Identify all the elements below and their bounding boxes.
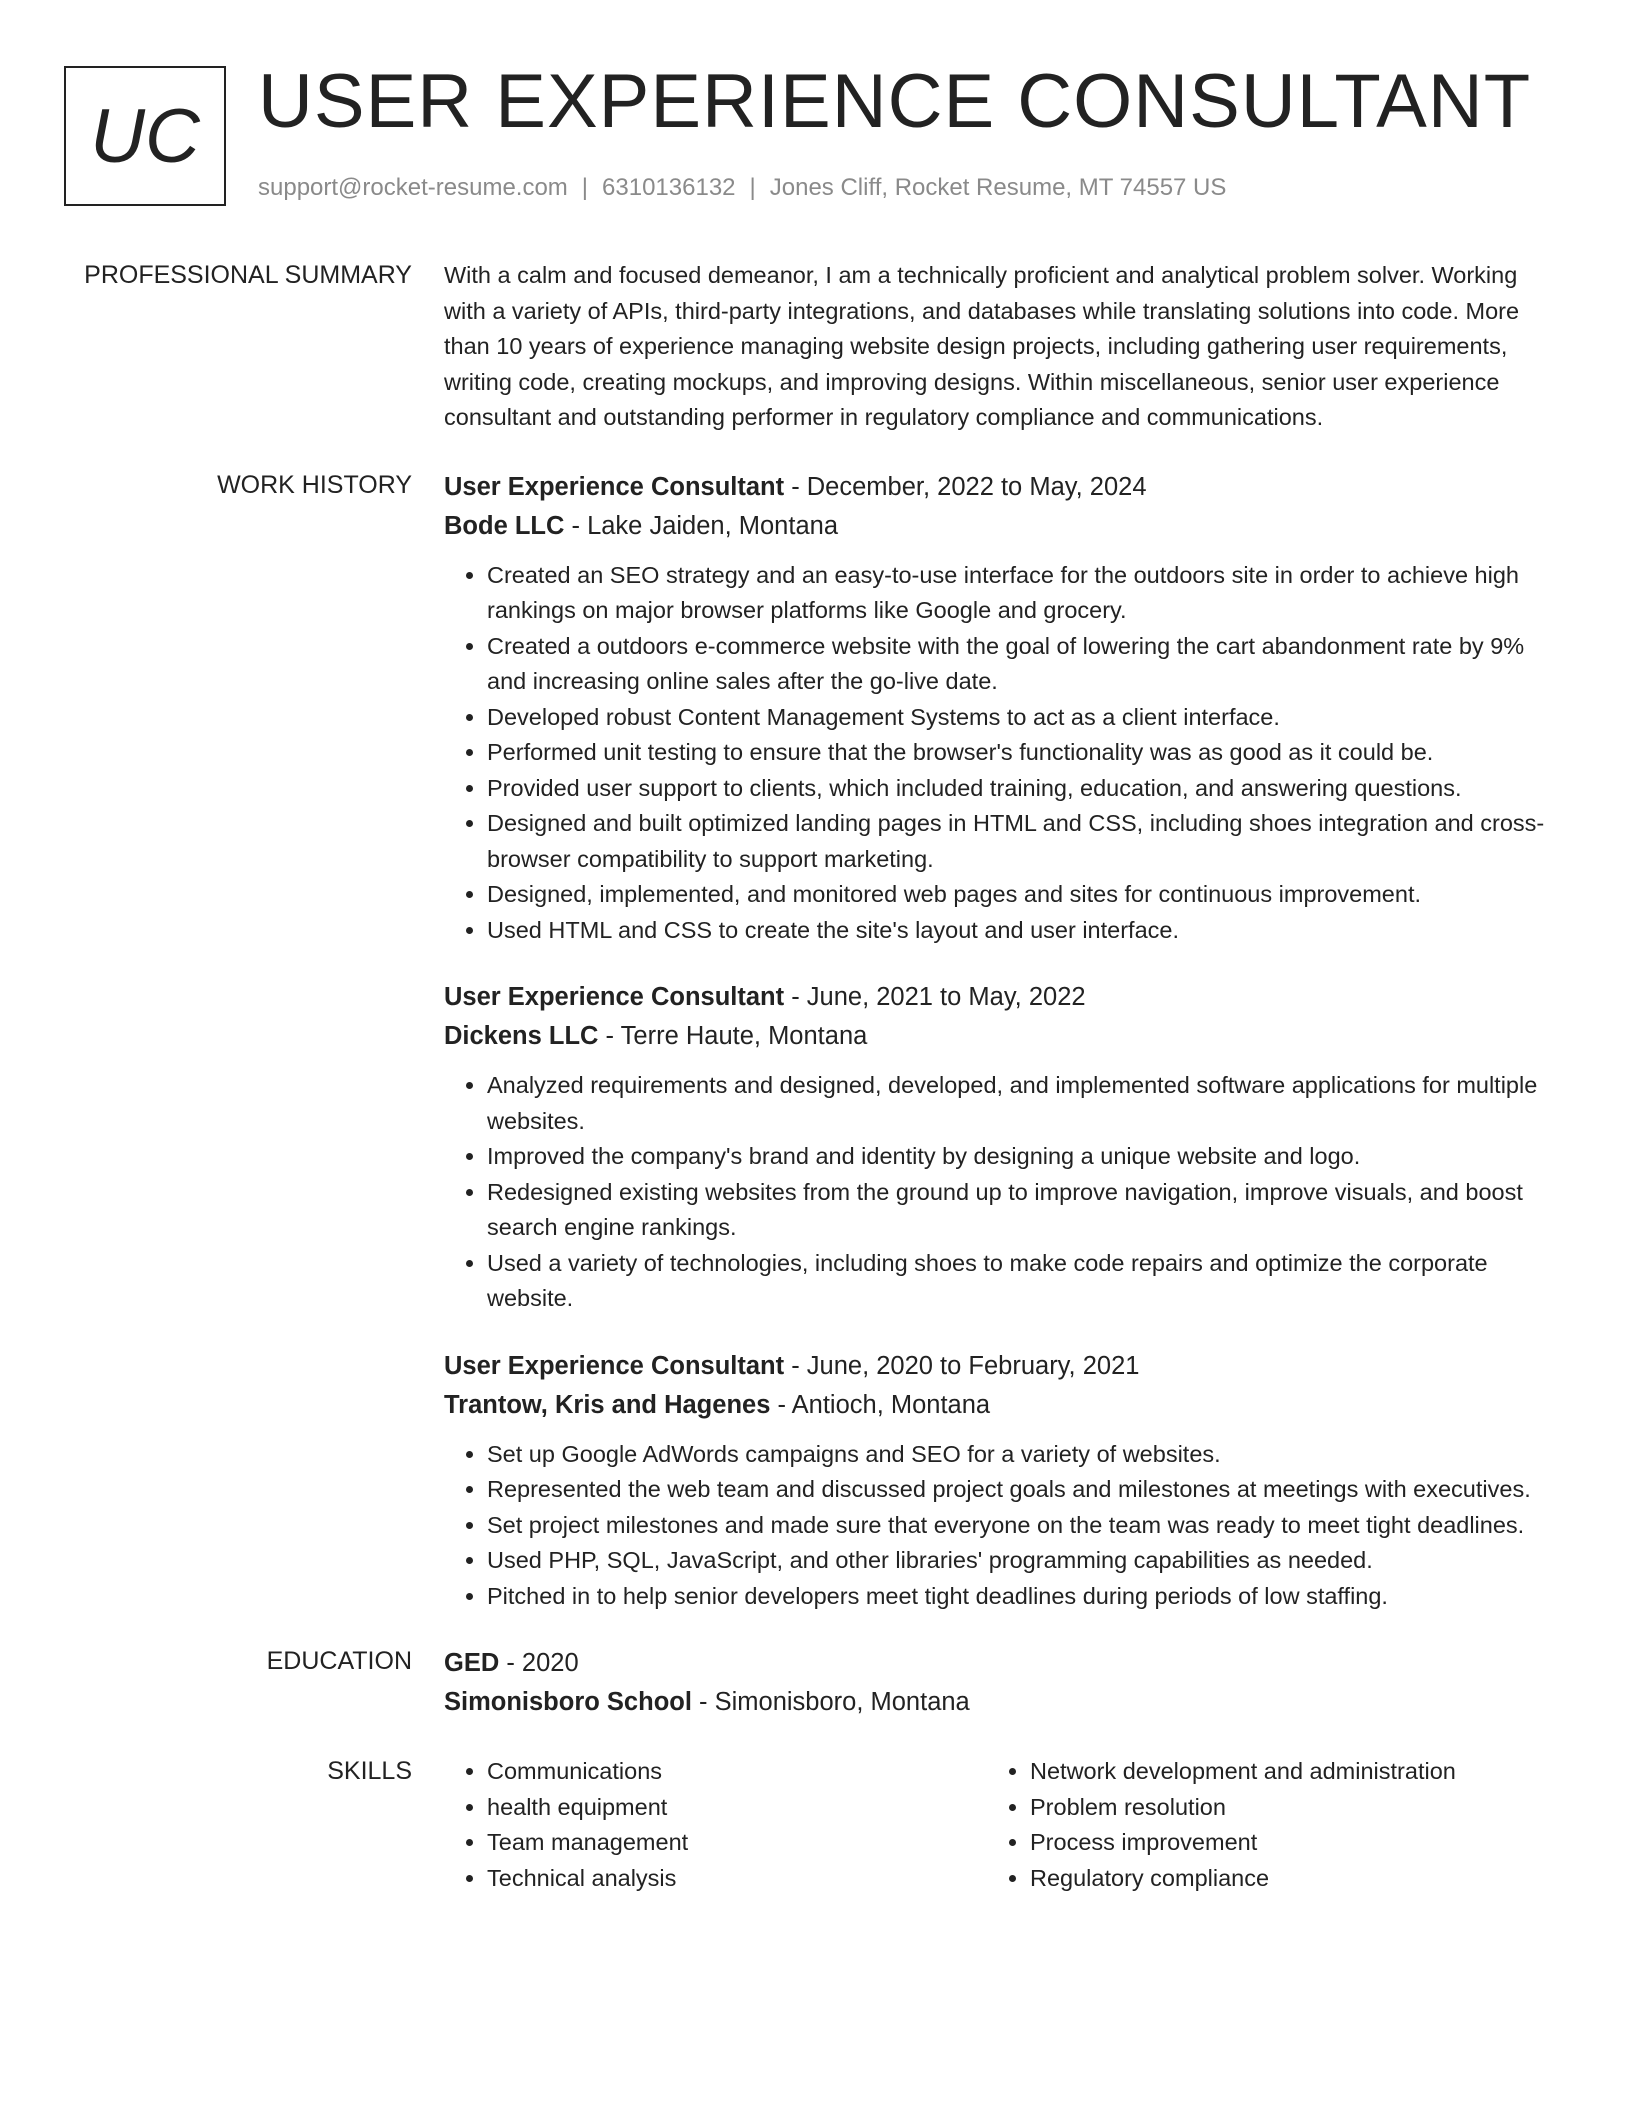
job-company: Dickens LLC (444, 1022, 599, 1050)
job-location: - Lake Jaiden, Montana (564, 511, 838, 540)
job-bullet: • Performed unit testing to ensure that the browser's functionality was as good as it could be. (487, 735, 1548, 771)
skills-list-right (987, 1754, 1530, 1896)
monogram-logo: UC (64, 66, 226, 206)
job-bullet: • Used HTML and CSS to create the site's layout and user interface. (487, 913, 1548, 949)
job-role: User Experience Consultant (444, 1351, 785, 1380)
summary-body (444, 258, 1548, 436)
job-role: User Experience Consultant (444, 983, 785, 1011)
resume-header (0, 0, 1632, 240)
job-bullet: • Set up Google AdWords campaigns and SEO for a variety of websites. (487, 1437, 1548, 1473)
job-bullet: • Provided user support to clients, which included training, education, and answering questions. (487, 771, 1548, 807)
education-location: - Simonisboro, Montana (691, 1688, 970, 1716)
job-location: - Antioch, Montana (770, 1390, 991, 1419)
job-role: User Experience Consultant (444, 472, 785, 501)
contact-phone: 6310136132 (602, 174, 736, 201)
section-title-summary: PROFESSIONAL SUMMARY (84, 261, 412, 289)
contact-address: Jones Cliff, Rocket Resume, MT 74557 US (769, 174, 1227, 201)
section-title-education: EDUCATION (266, 1647, 412, 1675)
education-body (444, 1644, 1548, 1722)
job-bullet: • Designed, implemented, and monitored web pages and sites for continuous improvement. (487, 877, 1548, 913)
job-dates: - June, 2021 to May, 2022 (784, 983, 1086, 1011)
job-bullet: • Improved the company's brand and identity by designing a unique website and logo. (487, 1139, 1548, 1175)
resume-content (0, 258, 1632, 1896)
skill-item: • Network development and administration (1030, 1754, 1530, 1790)
section-title-skills: SKILLS (327, 1757, 412, 1785)
job-bullet: • Developed robust Content Management Systems to act as a client interface. (487, 700, 1548, 736)
skills-list-left (444, 1754, 987, 1896)
job-entry (444, 1347, 1548, 1615)
job-title-line (444, 468, 1548, 507)
skill-item: • Communications (487, 1754, 987, 1790)
resume-name: USER EXPERIENCE CONSULTANT (258, 59, 1532, 144)
work-history-section (0, 468, 1632, 1645)
skills-section (0, 1754, 1632, 1896)
job-title-line (444, 1347, 1548, 1386)
job-bullet: • Used a variety of technologies, including shoes to make code repairs and optimize the corporate website. (487, 1246, 1548, 1317)
job-bullet: • Represented the web team and discussed project goals and milestones at meetings with executives. (487, 1472, 1548, 1508)
job-title-line (444, 978, 1548, 1017)
skill-item: • health equipment (487, 1790, 987, 1826)
job-bullet: • Redesigned existing websites from the ground up to improve navigation, improve visuals, and boost search engine rankings. (487, 1175, 1548, 1246)
job-dates: - December, 2022 to May, 2024 (784, 472, 1147, 501)
skills-body (444, 1754, 1548, 1896)
education-year: - 2020 (499, 1649, 579, 1677)
job-bullet: • Used PHP, SQL, JavaScript, and other libraries' programming capabilities as needed. (487, 1543, 1548, 1579)
job-bullets (444, 1437, 1548, 1615)
education-section (0, 1644, 1632, 1722)
job-bullet: • Set project milestones and made sure that everyone on the team was ready to meet tight deadlines. (487, 1508, 1548, 1544)
summary-text: With a calm and focused demeanor, I am a technically proficient and analytical problem solver. Working with a variety of APIs, third-party integrations, and databases while translating solutions into code. More than 10 years of experience managing website design projects, including gathering user requirements, writing code, creating mockups, and improving designs. Within miscellaneous, senior user experience consultant and outstanding performer in regulatory compliance and communications. (444, 262, 1520, 430)
job-company: Bode LLC (444, 511, 565, 540)
job-bullet: • Created an SEO strategy and an easy-to-use interface for the outdoors site in order to achieve high rankings on major browser platforms like Google and grocery. (487, 558, 1548, 629)
job-company-line (444, 507, 1548, 546)
education-degree: GED (444, 1649, 500, 1677)
section-title-work-history: WORK HISTORY (217, 470, 412, 499)
job-bullet: • Designed and built optimized landing pages in HTML and CSS, including shoes integration and cross-browser compatibility to support marketing. (487, 806, 1548, 877)
job-bullet: • Created a outdoors e-commerce website with the goal of lowering the cart abandonment rate by 9% and increasing online sales after the go-live date. (487, 629, 1548, 700)
education-school: Simonisboro School (444, 1688, 692, 1716)
job-company: Trantow, Kris and Hagenes (444, 1390, 771, 1419)
skill-item: • Regulatory compliance (1030, 1861, 1530, 1897)
education-school-line (444, 1683, 1548, 1722)
contact-separator: | (749, 174, 756, 201)
work-history-body (444, 468, 1548, 1645)
contact-line (258, 174, 1226, 202)
summary-section (0, 258, 1632, 436)
skill-item: • Technical analysis (487, 1861, 987, 1897)
skill-item: • Problem resolution (1030, 1790, 1530, 1826)
skill-item: • Team management (487, 1825, 987, 1861)
skill-item: • Process improvement (1030, 1825, 1530, 1861)
job-company-line (444, 1017, 1548, 1056)
job-bullets (444, 558, 1548, 949)
job-entry (444, 978, 1548, 1317)
job-entry (444, 468, 1548, 949)
job-location: - Terre Haute, Montana (598, 1022, 868, 1050)
education-degree-line (444, 1644, 1548, 1683)
job-bullet: • Analyzed requirements and designed, developed, and implemented software applications for multiple websites. (487, 1068, 1548, 1139)
job-company-line (444, 1386, 1548, 1425)
contact-separator: | (581, 174, 589, 201)
contact-email: support@rocket-resume.com (258, 174, 568, 201)
job-dates: - June, 2020 to February, 2021 (784, 1351, 1140, 1380)
job-bullet: • Pitched in to help senior developers meet tight deadlines during periods of low staffing. (487, 1579, 1548, 1615)
job-bullets (444, 1068, 1548, 1317)
